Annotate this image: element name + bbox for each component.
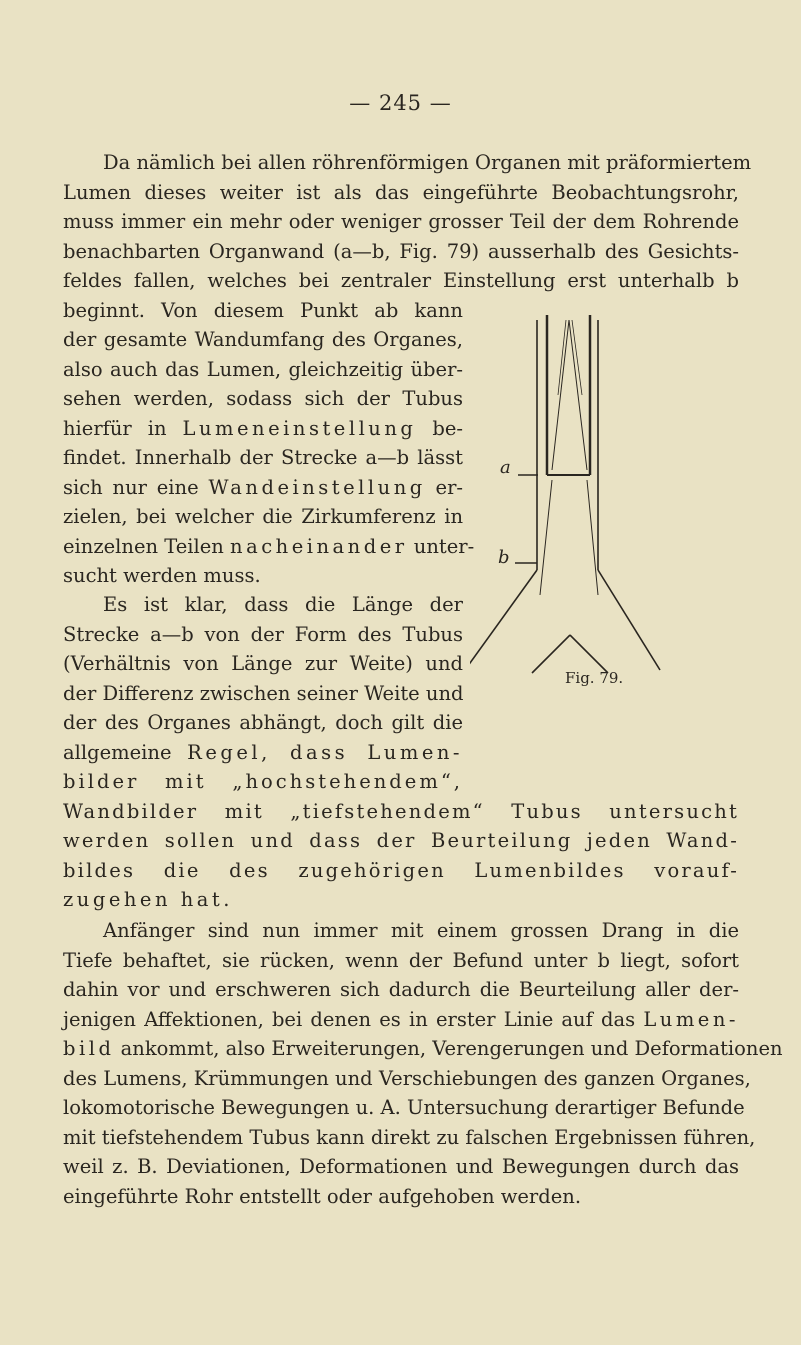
emphasis-text: Lumeneinstellung: [182, 416, 417, 440]
text-line: jenigen Affektionen, bei denen es in erster Linie auf das Lumen-: [63, 1007, 739, 1031]
text-line: eingeführte Rohr entstellt oder aufgehoben werden.: [63, 1184, 582, 1208]
text-line: weil z. B. Deviationen, Deformationen und Bewegungen durch das: [63, 1155, 739, 1178]
text-line: hierfür in Lumeneinstellung be-: [63, 416, 463, 440]
emphasis-text: werden sollen und dass der Beurteilung jeden Wand-: [63, 829, 739, 852]
text-line: der gesamte Wandumfang des Organes,: [63, 328, 463, 351]
text-line: des Lumens, Krümmungen und Verschiebungen des ganzen Organes,: [63, 1066, 751, 1090]
text-line: allgemeine Regel, dass Lumen-: [63, 740, 464, 764]
paragraph-3: [63, 916, 783, 1211]
text-line: benachbarten Organwand (a—b, Fig. 79) ausserhalb des Gesichts-: [63, 239, 739, 263]
text-line: Tiefe behaftet, sie rücken, wenn der Befund unter b liegt, sofort: [63, 948, 739, 972]
text-line: Lumen dieses weiter ist als das eingeführte Beobachtungsrohr,: [63, 180, 739, 204]
emphasis-text: Regel, dass Lumen-: [187, 740, 464, 764]
emphasis-text: nacheinander: [230, 534, 408, 558]
text-line: mit tiefstehendem Tubus kann direkt zu falschen Ergebnissen führen,: [63, 1125, 756, 1149]
emphasis-text: Wandbilder mit „tiefstehendem“ Tubus untersucht: [63, 799, 739, 823]
text-line: der Differenz zwischen seiner Weite und: [63, 681, 464, 705]
text-line: (Verhältnis von Länge zur Weite) und: [63, 652, 463, 675]
text-line: sich nur eine Wandeinstellung er-: [63, 475, 463, 499]
text-line: der des Organes abhängt, doch gilt die: [63, 711, 463, 734]
text-line: muss immer ein mehr oder weniger grosser Teil der dem Rohrende: [63, 210, 739, 233]
emphasis-text: Wandeinstellung: [208, 475, 426, 499]
text-line: Anfänger sind nun immer mit einem grossen Drang in die: [103, 919, 739, 942]
text-line: sehen werden, sodass sich der Tubus: [63, 387, 463, 410]
figure-79: [470, 275, 680, 705]
text-line: lokomotorische Bewegungen u. A. Untersuchung derartiger Befunde: [63, 1096, 745, 1119]
tube-diagram: [470, 275, 680, 705]
label-a: a: [500, 457, 511, 478]
emphasis-text: bild: [63, 1037, 115, 1060]
label-b: b: [498, 547, 510, 568]
page-number: — 245 —: [349, 91, 452, 115]
text-line: also auch das Lumen, gleichzeitig über-: [63, 357, 463, 381]
emphasis-text: bilder mit „hochstehendem“,: [63, 770, 463, 793]
emphasis-text: Lumen-: [643, 1007, 739, 1031]
text-line: Strecke a—b von der Form des Tubus: [63, 622, 463, 646]
text-line: beginnt. Von diesem Punkt ab kann: [63, 298, 463, 322]
text-line: findet. Innerhalb der Strecke a—b lässt: [63, 446, 463, 469]
text-line: zielen, bei welcher die Zirkumferenz in: [63, 505, 463, 528]
emphasis-text: zugehen hat.: [63, 888, 233, 911]
text-line: bild ankommt, also Erweiterungen, Verengerungen und Deformationen: [63, 1037, 783, 1060]
text-line: einzelnen Teilen nacheinander unter-: [63, 534, 475, 558]
figure-caption: Fig. 79.: [565, 669, 624, 687]
text-line: dahin vor und erschweren sich dadurch die Beurteilung aller der-: [63, 978, 739, 1001]
text-line: Da nämlich bei allen röhrenförmigen Organen mit präformiertem: [103, 151, 752, 174]
text-line: Es ist klar, dass die Länge der: [103, 593, 463, 616]
text-line: sucht werden muss.: [63, 564, 261, 587]
text-line: feldes fallen, welches bei zentraler Einstellung erst unterhalb b: [63, 269, 739, 292]
emphasis-text: bildes die des zugehörigen Lumenbildes vorauf-: [63, 858, 739, 882]
